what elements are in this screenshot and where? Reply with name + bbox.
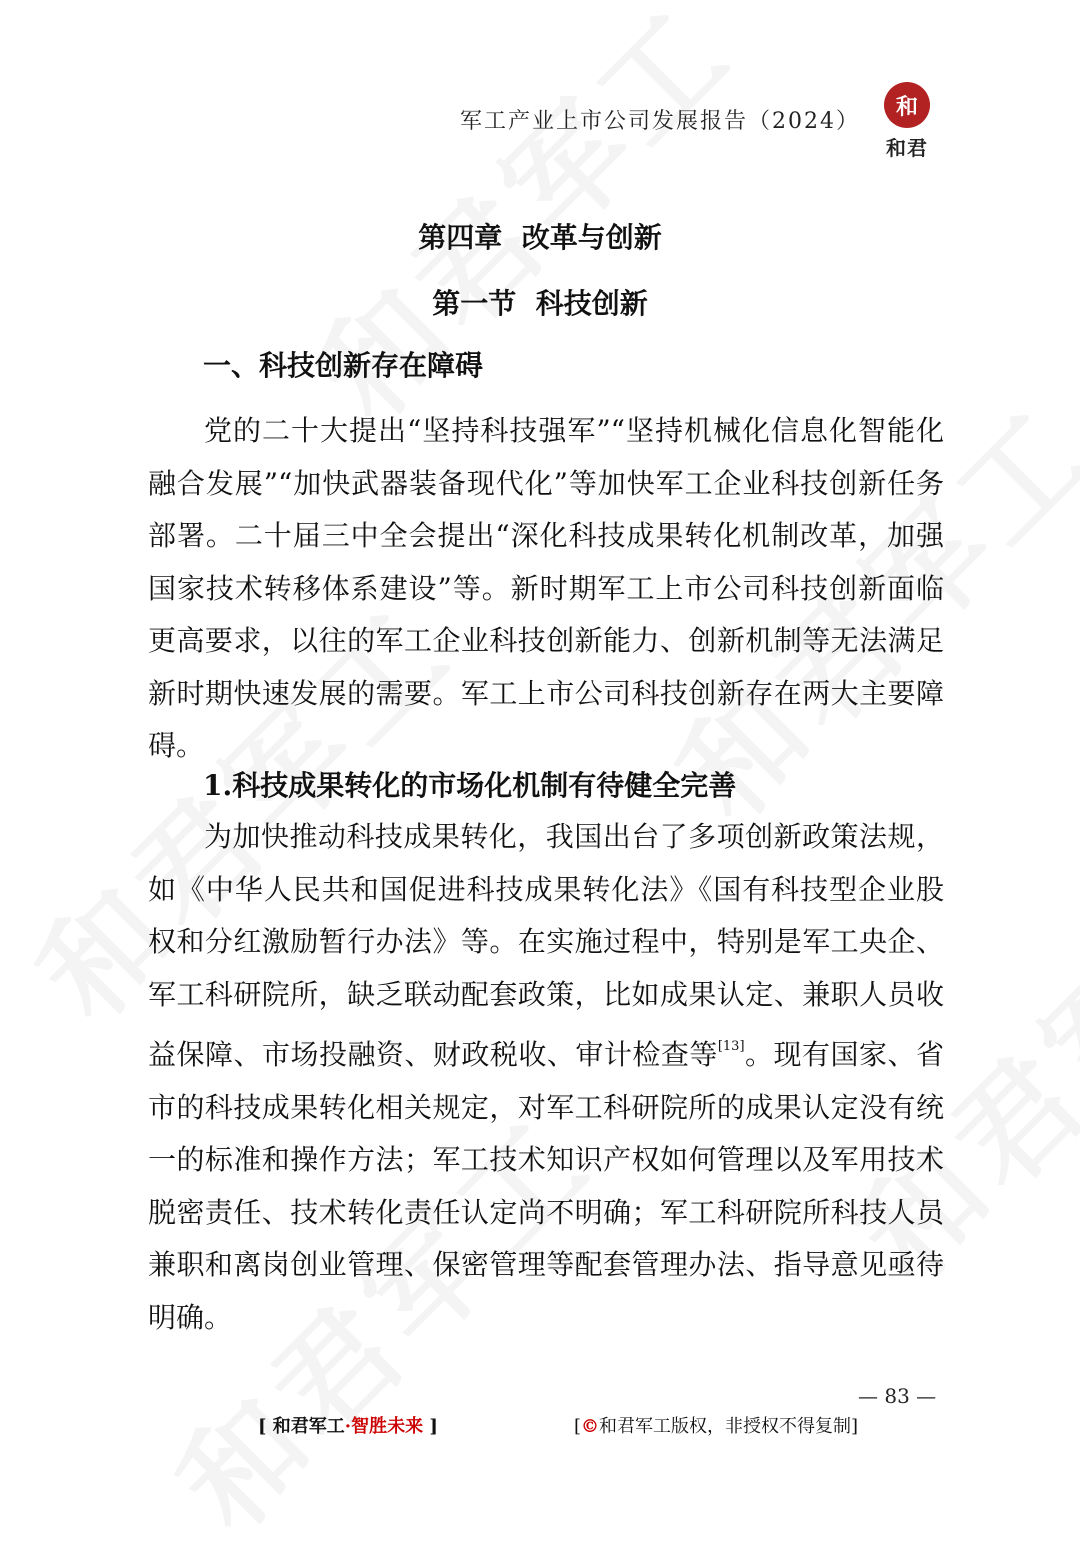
paragraph-text: 为加快推动科技成果转化，我国出台了多项创新政策法规，如《中华人民共和国促进科技成果转化法》《国有科技型企业股权和分红激励暂行办法》等。在实施过程中，特别是军工央企、军工科研院所，缺乏联动配套政策，比如成果认定、兼职人员收益保障、市场投融资、财政税收、审计检查等 [148,820,944,1071]
paragraph-text: 。现有国家、省市的科技成果转化相关规定，对军工科研院所的成果认定没有统一的标准和操作方法；军工技术知识产权如何管理以及军用技术脱密责任、技术转化责任认定尚不明确；军工科研院所科技人员兼职和离岗创业管理、保密管理等配套管理办法、指导意见亟待明确。 [148,1038,944,1334]
hejun-logo [872,82,942,162]
subheading: 1.科技成果转化的市场化机制有待健全完善 [203,769,737,802]
body-paragraph [148,811,944,1344]
citation-reference: [13] [717,1039,745,1054]
copyright-icon: © [581,1416,600,1437]
copyright-text: 和君军工版权，非授权不得复制 [599,1416,852,1437]
footer-copyright: [©和君军工版权，非授权不得复制] [574,1416,859,1437]
logo-seal-icon: 和 [884,82,930,128]
heading-level-1: 一、科技创新存在障碍 [203,349,484,382]
footer-slogan: [ 和君军工·智胜未来 ] [258,1416,438,1437]
logo-text: 和君 [886,136,928,160]
running-header-title: 军工产业上市公司发展报告（2024） [460,109,860,134]
page-number: — 83 — [858,1384,937,1408]
footer-slogan-text: 智胜未来 [351,1416,424,1437]
body-paragraph: 党的二十大提出“坚持科技强军”“坚持机械化信息化智能化融合发展”“加快武器装备现代化”等加快军工企业科技创新任务部署。二十届三中全会提出“深化科技成果转化机制改革，加强国家技术转移体系建设”等。新时期军工上市公司科技创新面临更高要求，以往的军工企业科技创新能力、创新机制等无法满足新时期快速发展的需要。军工上市公司科技创新存在两大主要障碍。 [148,414,944,762]
footer-brand: 和君军工 [272,1416,345,1437]
section-title: 第一节 科技创新 [432,287,648,320]
chapter-title: 第四章 改革与创新 [418,221,662,254]
